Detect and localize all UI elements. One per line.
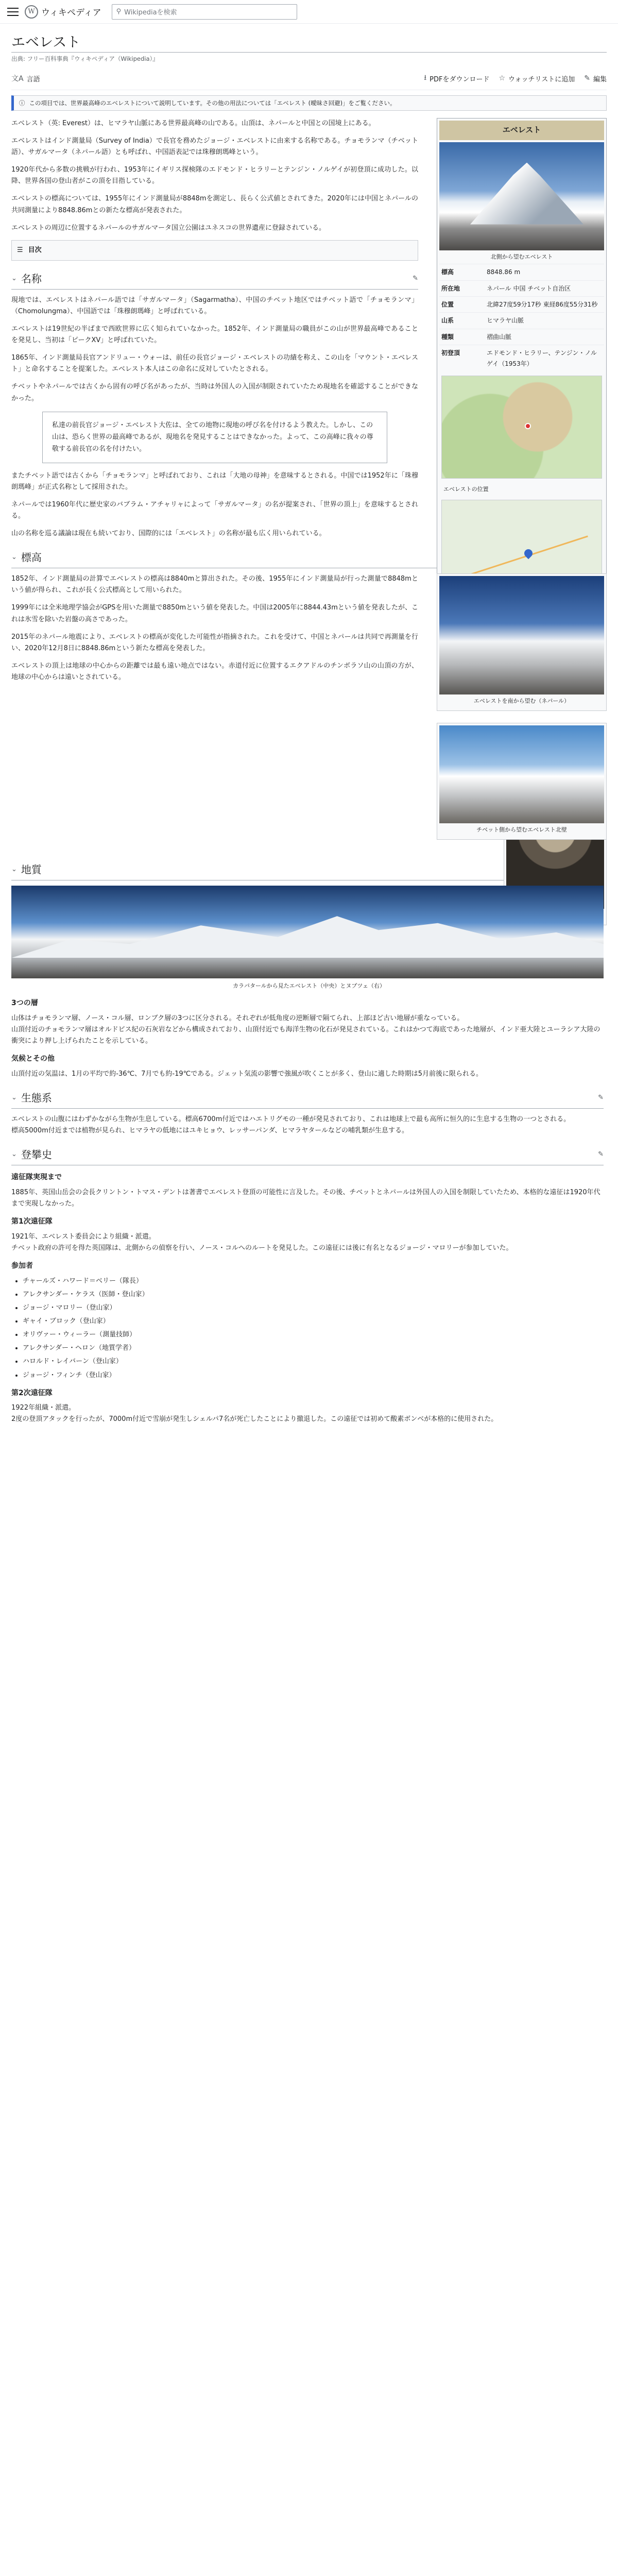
pdf-label: PDFをダウンロード: [430, 75, 490, 83]
intro-paragraph: 1920年代から多数の挑戦が行われ、1953年にイギリス探検隊のエドモンド・ヒラリーとテンジン・ノルゲイが初登頂に成功した。以降、世界各国の登山者がこの頂を目指している。: [11, 166, 418, 185]
infobox-value: ヒマラヤ山脈: [487, 317, 524, 325]
intro-paragraph: エベレスト（英: Everest）は、ヒマラヤ山脈にある世界最高峰の山である。山頂は、ネパールと中国との国境上にある。: [11, 120, 375, 127]
section-heading-name[interactable]: [11, 270, 418, 290]
subsection-title: 遠征隊実現まで: [11, 1173, 62, 1182]
edit-label: 編集: [593, 75, 607, 83]
chevron-down-icon: ⌄: [11, 866, 17, 874]
globe-icon: W: [25, 5, 38, 19]
infobox-key: 種類: [441, 333, 454, 341]
infobox-row: [439, 329, 604, 345]
intro-paragraph: エベレストはインド測量局（Survey of India）で長官を務めたジョージ・エベレストに由来する名称である。チョモランマ（チベット語）、サガルマータ（ネパール語）とも呼ばれ、中国語表記では珠穆朗瑪峰という。: [11, 137, 418, 157]
section-edit-icon[interactable]: ✎: [598, 1093, 604, 1101]
pencil-icon: ✎: [584, 74, 590, 82]
chevron-down-icon: ⌄: [11, 1150, 17, 1159]
languages-button[interactable]: [11, 73, 40, 83]
intro-paragraph: エベレストの周辺に位置するネパールのサガルマータ国立公園はユネスコの世界遺産に登録されている。: [11, 224, 325, 232]
list-item: • ハロルド・レイバーン（登山家）: [23, 1356, 604, 1367]
paragraph: 山の名称を巡る議論は現在も続いており、国際的には「エベレスト」の名称が最も広く用いられている。: [11, 530, 326, 538]
hatnote: [11, 95, 607, 111]
search-input[interactable]: [112, 4, 297, 20]
watch-label: ウォッチリストに追加: [508, 75, 575, 83]
article-content: [11, 118, 607, 1426]
paragraph: 1922年組織・派遣。: [11, 1404, 76, 1412]
languages-label: 言語: [26, 75, 40, 83]
paragraph: 山体はチョモランマ層、ノース・コル層、ロンブク層の3つに区分される。それぞれが低角度の逆断層で隔てられ、上部ほど古い地層が重なっている。: [11, 1014, 464, 1022]
subsection-title: 3つの層: [11, 998, 38, 1007]
paragraph: ネパールでは1960年代に歴史家のバブラム・アチャリャによって「サガルマータ」の名が提案され、「世界の頂上」を意味するとされる。: [11, 500, 418, 520]
infobox-value: 8848.86 m: [487, 268, 521, 276]
infobox-key: 山系: [441, 317, 454, 325]
toc-toggle[interactable]: [11, 240, 418, 261]
elevation-image-2: [439, 725, 604, 823]
infobox-row: [439, 312, 604, 328]
infobox-value: エドモンド・ヒラリー、テンジン・ノルゲイ（1953年）: [487, 349, 597, 367]
paragraph: またチベット語では古くから「チョモランマ」と呼ばれており、これは「大地の母神」を意味するとされる。中国では1952年に「珠穆朗瑪峰」が正式名称として採用された。: [11, 471, 418, 491]
map-legend: エベレストの位置: [443, 485, 489, 493]
section-title: 標高: [21, 551, 42, 564]
site-name: ウィキペディア: [41, 8, 101, 18]
chevron-down-icon: ⌄: [11, 1093, 17, 1101]
paragraph: 2015年のネパール地震により、エベレストの標高が変化した可能性が指摘された。これを受けて、中国とネパールは共同で再測量を行い、2020年12月8日に8848.86mという新たな標高を発表した。: [11, 633, 418, 652]
star-icon: ☆: [499, 74, 506, 82]
top-bar: [0, 0, 618, 24]
page-subtitle: 出典: フリー百科事典『ウィキペディア（Wikipedia）』: [11, 55, 159, 62]
section-heading-ecology[interactable]: [11, 1089, 604, 1109]
list-item: • オリヴァー・ウィーラー（測量技師）: [23, 1329, 604, 1341]
infobox-key: 標高: [441, 268, 454, 276]
page-title: エベレスト: [11, 31, 607, 53]
ecology-text: [11, 1114, 604, 1137]
list-item: • チャールズ・ハワード＝ベリー（隊長）: [23, 1276, 604, 1287]
search-placeholder: Wikipediaを検索: [124, 9, 177, 16]
site-logo[interactable]: [25, 5, 101, 19]
section-edit-icon[interactable]: ✎: [598, 1150, 604, 1159]
menu-icon[interactable]: [7, 8, 19, 16]
main-column: [11, 118, 418, 404]
list-item: • ギャイ・ブロック（登山家）: [23, 1316, 604, 1327]
paragraph: 1999年には全米地理学協会がGPSを用いた測量で8850mという値を発表した。中国は2005年に8844.43mという値を発表したが、これは氷雪を除いた岩盤の高さであった。: [11, 604, 418, 623]
chevron-down-icon: ⌄: [11, 274, 17, 282]
infobox-title: エベレスト: [439, 121, 604, 140]
infobox-key: 位置: [441, 300, 454, 308]
location-map[interactable]: [441, 376, 602, 479]
members-list: [23, 1276, 604, 1381]
paragraph: 1885年、英国山岳会の会長クリントン・トマス・デントは著書でエベレスト登頂の可能性に言及した。その後、チベットとネパールは外国人の入国を制限していたため、本格的な遠征は1920年代まで実現しなかった。: [11, 1188, 600, 1208]
paragraph: エベレストの頂上は地球の中心からの距離では最も遠い地点ではない。赤道付近に位置するエクアドルのチンボラソ山の山頂の方が、地球の中心からは遠いとされている。: [11, 662, 418, 681]
paragraph: 山頂付近の気温は、1月の平均で約-36℃、7月でも約-19℃である。ジェット気流の影響で強風が吹くことが多く、登山に適した時期は5月前後に限られる。: [11, 1070, 483, 1078]
figure-caption: チベット側から望むエベレスト北壁: [476, 826, 567, 834]
translate-icon: 文A: [11, 75, 24, 83]
history-text: [11, 1172, 604, 1426]
info-icon: ⓘ: [19, 99, 25, 107]
page: [0, 24, 618, 2576]
infobox-value: ネパール 中国 チベット自治区: [487, 284, 571, 292]
elevation-figure-2[interactable]: [437, 723, 607, 840]
section-title: 登攀史: [21, 1148, 52, 1161]
blockquote: 私達の前長官ジョージ・エベレスト大佐は、全ての地物に現地の呼び名を付けるよう教えた。しかし、この山は、恐らく世界の最高峰であるが、現地名を発見することはできなかった。よって、この高峰に我々の尊敬する前長官の名を付けたい。: [42, 412, 387, 463]
paragraph: 山頂付近のチョモランマ層はオルドビス紀の石灰岩などから構成されており、山頂付近でも海洋生物の化石が発見されている。これはかつて海底であった地層が、インド亜大陸とユーラシア大陸の衝突により押し上げられたことを示している。: [11, 1025, 600, 1045]
search-icon: ⚲: [116, 8, 122, 15]
hatnote-text: この項目では、世界最高峰のエベレストについて説明しています。その他の用法については「エベレスト (曖昧さ回避)」をご覧ください。: [29, 99, 396, 107]
section-title: 地質: [21, 863, 42, 876]
pdf-button[interactable]: [424, 72, 489, 84]
section-title: 名称: [21, 272, 42, 285]
paragraph: 1865年、インド測量局長官アンドリュー・ウォーは、前任の長官ジョージ・エベレストの功績を称え、この山を「マウント・エベレスト」と命名することを提案した。エベレスト本人はこの命名に反対していたとされる。: [11, 354, 418, 374]
intro-paragraph: エベレストの標高については、1955年にインド測量局が8848mを測定し、長らく公式値とされてきた。2020年には中国とネパールの共同測量により8848.86mとの新たな標高が発表された。: [11, 195, 418, 214]
subsection-title: 第1次遠征隊: [11, 1217, 53, 1226]
infobox-photo[interactable]: [439, 142, 604, 250]
infobox-value: 褶曲山脈: [487, 333, 512, 341]
infobox-row: [439, 280, 604, 296]
figure-caption: エベレストを南から望む（ネパール）: [473, 698, 570, 705]
infobox: [437, 118, 607, 632]
paragraph: チベット政府の許可を得た英国隊は、北側からの偵察を行い、ノース・コルへのルートを発見した。この遠征には後に有名となるジョージ・マロリーが参加していた。: [11, 1244, 513, 1252]
action-bar: [11, 66, 607, 90]
panorama-image[interactable]: [11, 886, 604, 978]
list-item: • ジョージ・フィンチ（登山家）: [23, 1370, 604, 1381]
paragraph: 1921年、エベレスト委員会により組織・派遣。: [11, 1232, 156, 1241]
members-label: 参加者: [11, 1262, 33, 1270]
elevation-figure-1[interactable]: [437, 573, 607, 711]
infobox-key: 初登頂: [441, 349, 460, 357]
paragraph: エベレストは19世紀の半ばまで西欧世界に広く知られていなかった。1852年、インド測量局の職員がこの山が世界最高峰であることを発見し、当初は「ピークXV」と呼ばれていた。: [11, 325, 418, 345]
paragraph: エベレストの山腹にはわずかながら生物が生息している。標高6700m付近ではハエトリグモの一種が発見されており、これは地球上で最も高所に恒久的に生息する生物の一つとされる。: [11, 1115, 571, 1123]
main-column-2: [11, 412, 418, 540]
panorama-caption: カラパタールから見たエベレスト（中央）とヌプツェ（右）: [232, 982, 385, 990]
toc-label: 目次: [28, 246, 42, 254]
infobox-photo-caption: 北側から望むエベレスト: [490, 253, 553, 260]
infobox-value: 北緯27度59分17秒 東経86度55分31秒: [487, 300, 598, 308]
paragraph: 標高5000m付近までは植物が見られ、ヒマラヤの低地にはユキヒョウ、レッサーパンダ、ヒマラヤタールなどの哺乳類が生息する。: [11, 1126, 409, 1134]
toc-icon: ☰: [17, 246, 23, 254]
section-edit-icon[interactable]: ✎: [413, 274, 418, 282]
section-heading-history[interactable]: [11, 1146, 604, 1165]
infobox-key: 所在地: [441, 284, 460, 292]
section-title: 生態系: [21, 1091, 52, 1104]
paragraph: 2度の登頂アタックを行ったが、7000m付近で雪崩が発生しシェルパ7名が死亡したことにより撤退した。この遠征では初めて酸素ボンベが本格的に使用された。: [11, 1415, 498, 1423]
list-item: • アレクサンダー・ヘロン（地質学者）: [23, 1343, 604, 1354]
elevation-text: [11, 573, 418, 852]
edit-button[interactable]: [584, 74, 607, 83]
subsection-title: 第2次遠征隊: [11, 1388, 53, 1397]
paragraph: チベットやネパールでは古くから固有の呼び名があったが、当時は外国人の入国が制限されていたため現地名を確認することができなかった。: [11, 383, 418, 402]
chevron-down-icon: ⌄: [11, 553, 17, 562]
download-icon: ⭳: [424, 74, 427, 82]
watch-button[interactable]: [499, 74, 575, 83]
list-item: • ジョージ・マロリー（登山家）: [23, 1302, 604, 1314]
paragraph: 1852年、インド測量局の計算でエベレストの標高は8840mと算出された。その後、1955年にインド測量局が行った測量で8848mという値が得られ、これが長く公式標高として用いられた。: [11, 575, 418, 595]
geology-text: [11, 997, 604, 1080]
infobox-row: [439, 264, 604, 280]
elevation-image-1: [439, 576, 604, 694]
subsection-title: 気候とその他: [11, 1055, 55, 1063]
paragraph: 現地では、エベレストはネパール語では「サガルマータ」（Sagarmatha）、中国のチベット地区ではチベット語で「チョモランマ」（Chomolungma）、中国語では「珠穆朗瑪峰」と呼ばれている。: [11, 296, 418, 315]
infobox-row: [439, 296, 604, 312]
infobox-row: [439, 345, 604, 371]
list-item: • アレクサンダー・ケラス（医師・登山家）: [23, 1289, 604, 1300]
